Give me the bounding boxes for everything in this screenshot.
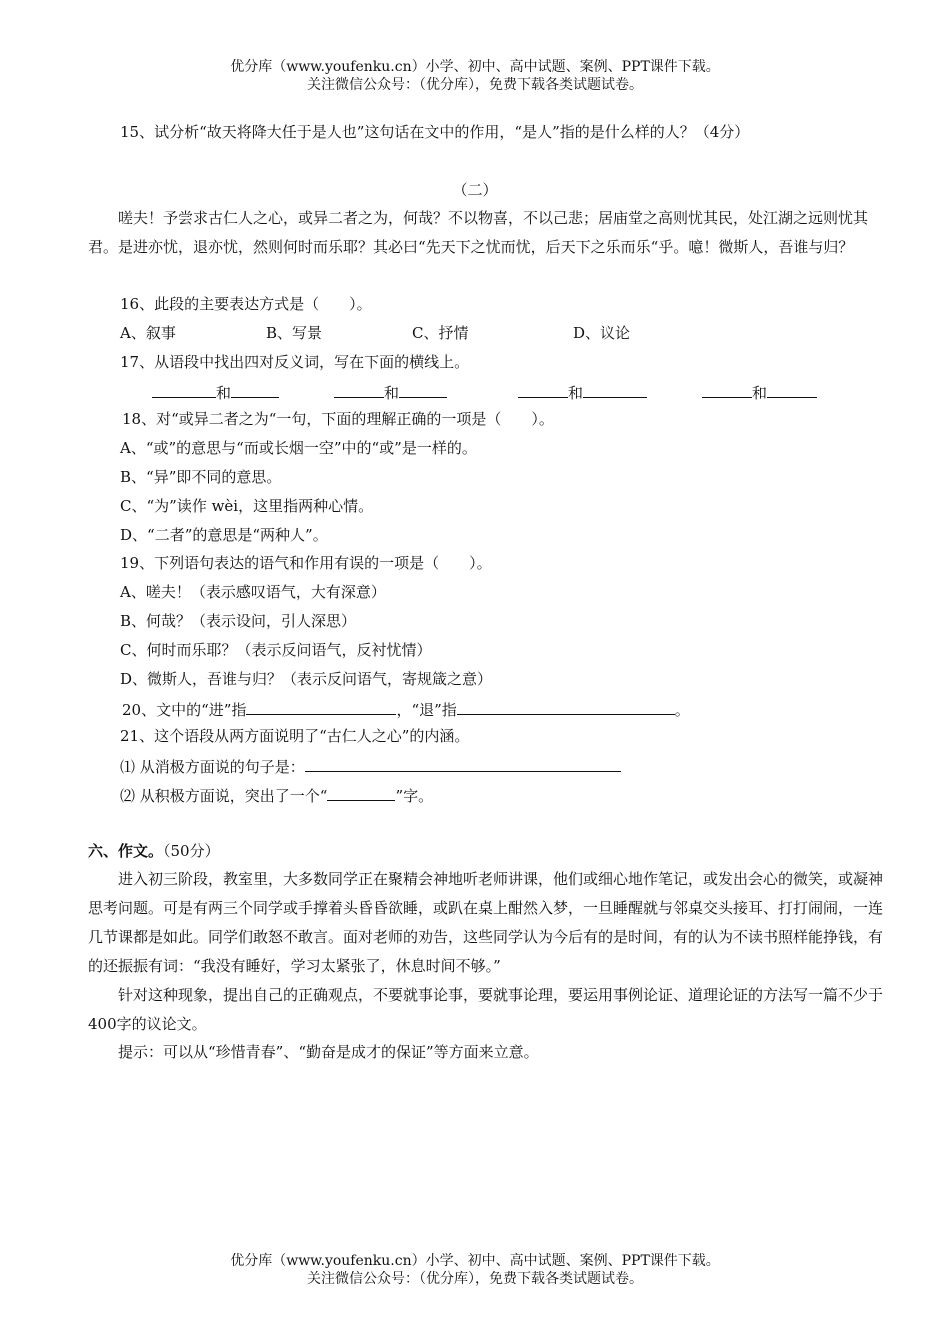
question-18: 18、对“或异二者之为“一句，下面的理解正确的一项是（ ）。 bbox=[122, 410, 554, 428]
essay-prompt-paragraph-1: 进入初三阶段，教室里，大多数同学正在聚精会神地听老师讲课，他们或细心地作笔记，或发出会心的微笑，或凝神思考问题。可是有两三个同学或手撑着头昏昏欲睡，或趴在桌上酣然入梦，一旦睡醒就与邻桌交头接耳、打打闹闹，一连几节课都是如此。同学们敢怒不敢言。面对老师的劝告，这些同学认为今后有的是时间，有的认为不读书照样能挣钱，有的还振振有词：“我没有睡好，学习太紧张了，休息时间不够。” bbox=[88, 870, 884, 975]
answer-blank[interactable] bbox=[305, 755, 621, 772]
q16-option-b: B、写景 bbox=[266, 324, 323, 342]
footer-line-1: 优分库（www.youfenku.cn）小学、初中、高中试题、案例、PPT课件下载。 bbox=[230, 1253, 720, 1269]
q16-option-d: D、议论 bbox=[573, 324, 631, 342]
answer-blank[interactable] bbox=[767, 381, 817, 398]
question-15: 15、试分析“故天将降大任于是人也”这句话在文中的作用，“是人”指的是什么样的人？（4分） bbox=[120, 123, 750, 141]
classical-passage: 嗟夫！予尝求古仁人之心，或异二者之为，何哉？不以物喜，不以己悲；居庙堂之高则忧其民，处江湖之远则忧其君。是进亦忧，退亦忧，然则何时而乐耶？其必曰“先天下之忧而忧，后天下之乐而乐“乎。噫！微斯人，吾谁与归？ bbox=[88, 209, 869, 256]
answer-blank[interactable] bbox=[334, 381, 384, 398]
antonym-pair-4: 和 bbox=[702, 381, 817, 403]
section-6-score: （50分） bbox=[163, 842, 220, 860]
q16-option-a: A、叙事 bbox=[120, 324, 176, 342]
q18-option-c: C、“为”读作 wèi，这里指两种心情。 bbox=[120, 497, 374, 515]
q18-option-d: D、“二者”的意思是“两种人”。 bbox=[120, 526, 328, 544]
q19-option-a: A、嗟夫！（表示感叹语气，大有深意） bbox=[120, 583, 386, 601]
q19-option-d: D、微斯人，吾谁与归？（表示反问语气，寄规箴之意） bbox=[120, 670, 493, 688]
antonym-pair-1: 和 bbox=[152, 381, 279, 403]
answer-blank[interactable] bbox=[246, 698, 396, 715]
answer-blank[interactable] bbox=[583, 381, 647, 398]
q21-sub-2: ⑵ 从积极方面说，突出了一个“ ”字。 bbox=[120, 784, 433, 806]
question-19: 19、下列语句表达的语气和作用有误的一项是（ ）。 bbox=[120, 554, 492, 572]
question-21: 21、这个语段从两方面说明了“古仁人之心”的内涵。 bbox=[120, 727, 470, 745]
section-6-heading bbox=[88, 841, 220, 861]
q21-sub-1: ⑴ 从消极方面说的句子是： bbox=[120, 755, 621, 777]
header-line-1: 优分库（www.youfenku.cn）小学、初中、高中试题、案例、PPT课件下载。 bbox=[230, 59, 720, 75]
answer-blank[interactable] bbox=[702, 381, 752, 398]
essay-prompt-paragraph-2: 针对这种现象，提出自己的正确观点，不要就事论事，要就事论理，要运用事例论证、道理论证的方法写一篇不少于400字的议论文。 bbox=[88, 986, 884, 1033]
footer-line-2: 关注微信公众号：（优分库），免费下载各类试题试卷。 bbox=[307, 1271, 643, 1287]
question-16: 16、此段的主要表达方式是（ ）。 bbox=[120, 295, 372, 313]
answer-blank[interactable] bbox=[518, 381, 568, 398]
answer-blank[interactable] bbox=[231, 381, 279, 398]
answer-blank[interactable] bbox=[152, 381, 216, 398]
essay-prompt-hint: 提示：可以从“珍惜青春”、“勤奋是成才的保证”等方面来立意。 bbox=[118, 1043, 539, 1061]
section-6-title: 六、作文。 bbox=[88, 842, 164, 860]
antonym-pair-3: 和 bbox=[518, 381, 647, 403]
answer-blank[interactable] bbox=[457, 698, 675, 715]
q18-option-a: A、“或”的意思与“而或长烟一空”中的“或”是一样的。 bbox=[120, 439, 477, 457]
answer-blank[interactable] bbox=[399, 381, 447, 398]
question-17: 17、从语段中找出四对反义词，写在下面的横线上。 bbox=[120, 353, 470, 371]
question-20: 20、文中的“进”指 ，“退”指 。 bbox=[122, 698, 690, 720]
q19-option-c: C、何时而乐耶？（表示反问语气，反衬忧情） bbox=[120, 641, 432, 659]
antonym-pair-2: 和 bbox=[334, 381, 447, 403]
header-line-2: 关注微信公众号：（优分库），免费下载各类试题试卷。 bbox=[307, 77, 643, 93]
q16-option-c: C、抒情 bbox=[412, 324, 469, 342]
answer-blank[interactable] bbox=[327, 784, 395, 801]
q18-option-b: B、“异”即不同的意思。 bbox=[120, 468, 282, 486]
q19-option-b: B、何哉？（表示设问，引人深思） bbox=[120, 612, 357, 630]
section-2-title: （二） bbox=[452, 181, 498, 199]
